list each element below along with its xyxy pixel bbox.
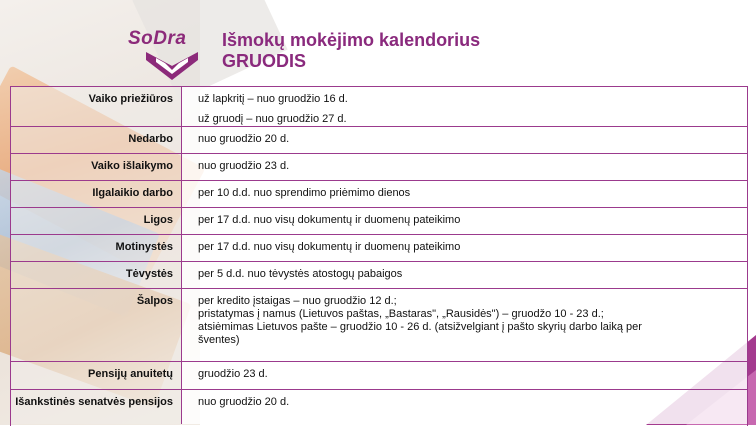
- table-row: [11, 181, 747, 208]
- row-label: Ligos: [11, 208, 182, 234]
- value-line: už gruodį – nuo gruodžio 27 d.: [198, 113, 347, 125]
- row-value: [182, 262, 747, 288]
- title-line: Išmokų mokėjimo kalendorius: [222, 30, 481, 50]
- value-line: per 10 d.d. nuo sprendimo priėmimo dienos: [198, 187, 411, 199]
- value-line: nuo gruodžio 20 d.: [198, 396, 290, 408]
- row-value: [182, 289, 747, 361]
- value-line: pristatymas į namus (Lietuvos paštas, „Bastaras", „Rausidės") – gruodžo 10 - 23 d.;: [198, 308, 604, 320]
- row-label: Tėvystės: [11, 262, 182, 288]
- row-value: [182, 362, 747, 389]
- table-row: [11, 208, 747, 235]
- value-line: gruodžio 23 d.: [198, 368, 268, 380]
- table-row: [11, 127, 747, 154]
- row-value: [182, 208, 747, 234]
- table-row: [11, 154, 747, 181]
- value-line: nuo gruodžio 23 d.: [198, 160, 290, 172]
- table-row: [11, 235, 747, 262]
- logo-emblem-icon: [142, 50, 202, 82]
- row-value: [182, 87, 747, 126]
- row-label: Pensijų anuitetų: [11, 362, 182, 389]
- value-line: šventes): [198, 334, 240, 346]
- payments-table: [10, 86, 748, 426]
- value-line: nuo gruodžio 20 d.: [198, 133, 290, 145]
- row-label: Vaiko išlaikymo: [11, 154, 182, 180]
- row-label: Ilgalaikio darbo: [11, 181, 182, 207]
- value-line: per kredito įstaigas – nuo gruodžio 12 d.;: [198, 295, 397, 307]
- row-value: [182, 154, 747, 180]
- row-value: [182, 235, 747, 261]
- row-value: [182, 390, 747, 424]
- value-line: per 17 d.d. nuo visų dokumentų ir duomenų pateikimo: [198, 214, 461, 226]
- row-label: Vaiko priežiūros: [11, 87, 182, 126]
- table-row: [11, 87, 747, 127]
- title-month: GRUODIS: [222, 51, 307, 71]
- page-title: [222, 30, 480, 72]
- value-line: už lapkritį – nuo gruodžio 16 d.: [198, 93, 348, 105]
- row-label: Motinystės: [11, 235, 182, 261]
- table-row: [11, 262, 747, 289]
- value-line: per 5 d.d. nuo tėvystės atostogų pabaigos: [198, 268, 403, 280]
- row-value: [182, 181, 747, 207]
- table-row: [11, 390, 747, 424]
- table-row: [11, 362, 747, 390]
- row-label: Išankstinės senatvės pensijos: [11, 390, 182, 424]
- logo-text: SoDra: [128, 28, 187, 49]
- value-line: atsiėmimas Lietuvos pašte – gruodžio 10 - 26 d. (atsižvelgiant į pašto skyrių darbo laiką per: [198, 321, 642, 333]
- row-value: [182, 127, 747, 153]
- table-row: [11, 289, 747, 362]
- row-label: Nedarbo: [11, 127, 182, 153]
- sodra-logo: [128, 28, 210, 82]
- value-line: per 17 d.d. nuo visų dokumentų ir duomenų pateikimo: [198, 241, 461, 253]
- row-label: Šalpos: [11, 289, 182, 361]
